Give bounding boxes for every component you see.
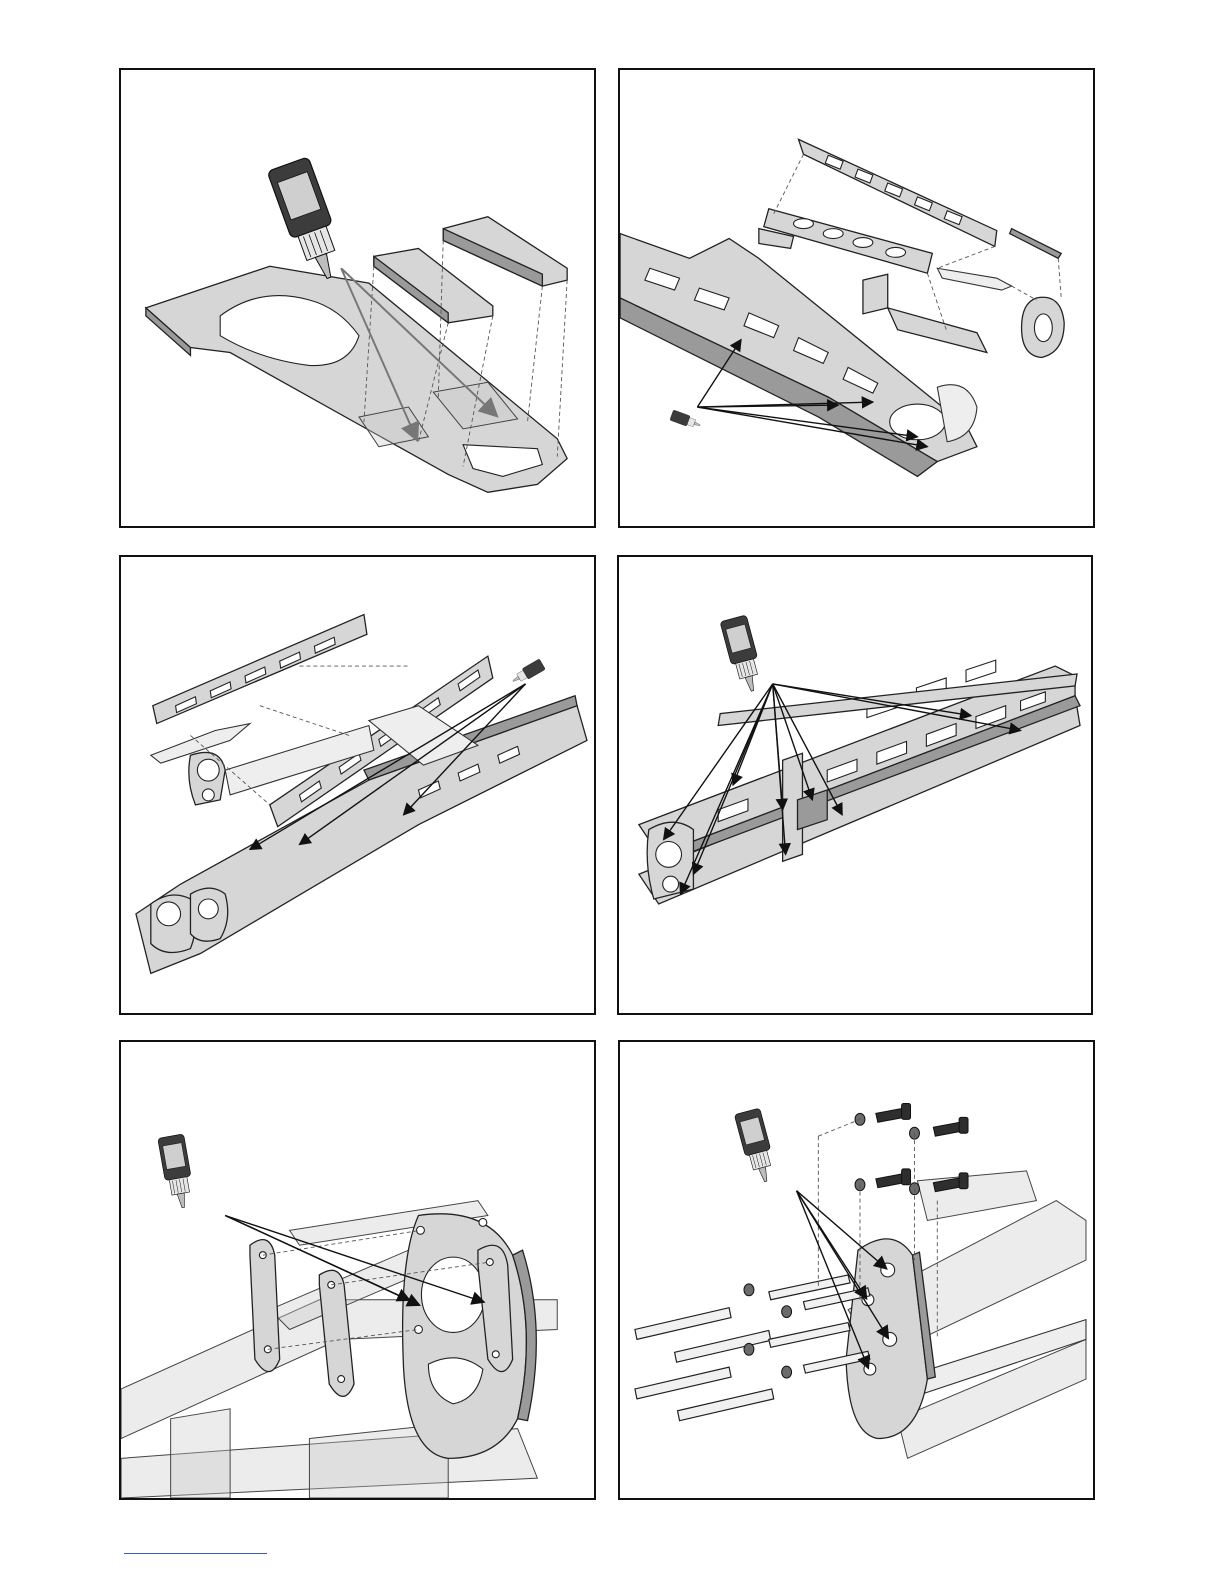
base-plate: [146, 266, 567, 492]
small-rod-strip: [1010, 229, 1062, 259]
mount-plate-small: [250, 1240, 280, 1372]
bolts: [876, 1103, 968, 1191]
illustration-attach-side-plate: [121, 557, 594, 1013]
illustration-standoffs-and-bolts: [620, 1042, 1093, 1498]
step-panel-exploded-frame-side-parts: [618, 68, 1095, 528]
step-panel-install-standoffs-and-bolts: [618, 1040, 1095, 1500]
illustration-exploded-frame-side: [620, 70, 1093, 526]
glue-bottle-icon: [510, 659, 545, 687]
illustration-motor-mount-plates: [121, 1042, 594, 1498]
thin-strip: [937, 268, 1011, 290]
footer-link-underline: [124, 1553, 267, 1554]
step-panel-glue-frame-joints: [617, 555, 1093, 1015]
step-panel-attach-side-plate: [119, 555, 596, 1015]
vertical-plate: [863, 274, 888, 314]
frame-box-assembly: [639, 660, 1080, 904]
step-panel-glue-blocks-to-base-plate: [119, 68, 596, 528]
motor-mount-firewall: [403, 1214, 537, 1459]
glue-bottle-icon: [158, 1134, 196, 1210]
glue-block-rear: [443, 217, 567, 286]
illustration-glue-frame-joints: [619, 557, 1091, 1013]
glue-bottle-icon: [267, 157, 349, 286]
rear-bulkhead: [1022, 297, 1065, 357]
glue-bottle-icon: [670, 410, 702, 431]
side-rail-upper: [153, 614, 367, 723]
step-panel-glue-motor-mount-plates: [119, 1040, 596, 1500]
floor-plate: [888, 308, 987, 353]
glue-bottle-icon: [734, 1108, 778, 1185]
illustration-base-plate-with-glue-blocks: [121, 70, 594, 526]
glue-bottle-icon: [720, 615, 766, 694]
